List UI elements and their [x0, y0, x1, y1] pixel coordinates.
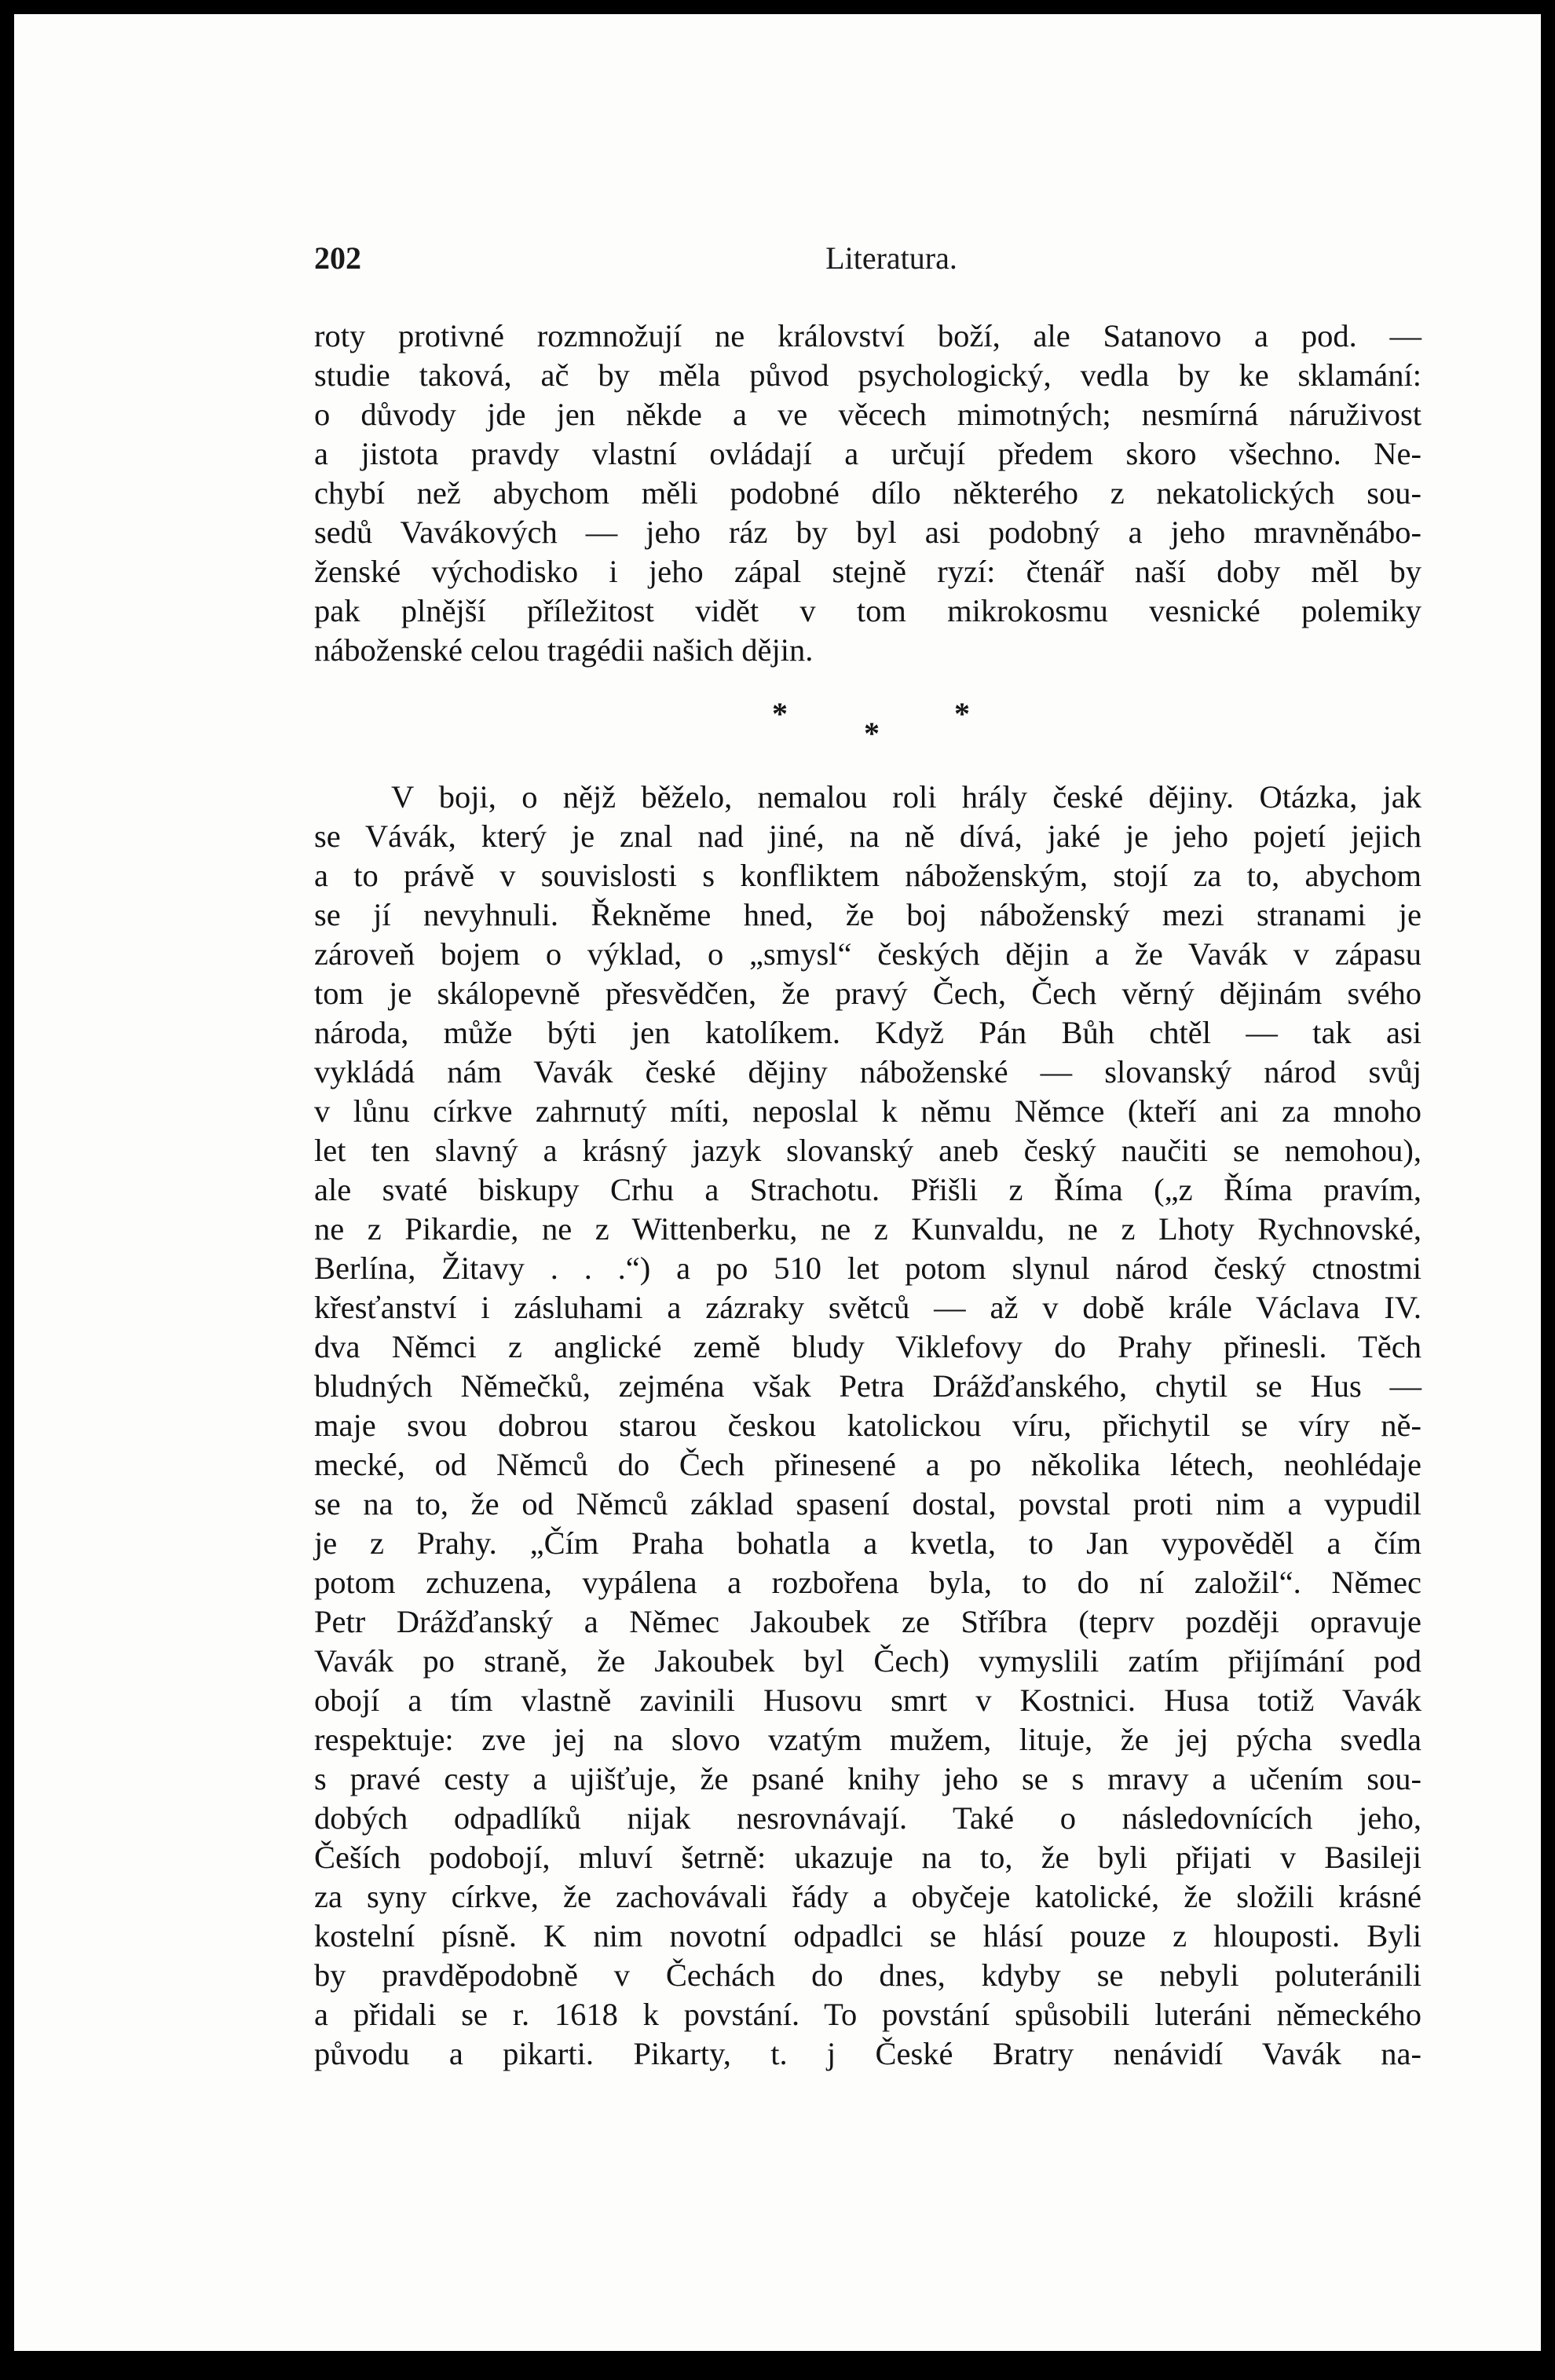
text-line: mecké, od Němců do Čech přinesené a po několika létech, neohlédaje — [314, 1447, 1421, 1482]
text-line: by pravděpodobně v Čechách do dnes, kdyby se nebyli poluteránili — [314, 1957, 1421, 1993]
text-line: Petr Drážďanský a Němec Jakoubek ze Stříbra (teprv později opravuje — [314, 1604, 1421, 1639]
text-line: studie taková, ač by měla původ psychologický, vedla by ke sklamání: — [314, 357, 1421, 393]
text-line: národa, může býti jen katolíkem. Když Pán Bůh chtěl — tak asi — [314, 1015, 1421, 1050]
section-separator — [314, 695, 1421, 751]
text-line: roty protivné rozmnožují ne království boží, ale Satanovo a pod. — — [314, 318, 1421, 353]
text-line: se Vávák, který je znal nad jiné, na ně dívá, jaké je jeho pojetí jejich — [314, 818, 1421, 854]
text-line: let ten slavný a krásný jazyk slovanský aneb český naučiti se nemohou), — [314, 1133, 1421, 1168]
text-line: dobých odpadlíků nijak nesrovnávají. Také o následovnících jeho, — [314, 1800, 1421, 1836]
text-line: zároveň bojem o výklad, o „smysl“ českých dějin a že Vavák v zápasu — [314, 936, 1421, 972]
text-line: ale svaté biskupy Crhu a Strachotu. Přišli z Říma („z Říma pravím, — [314, 1172, 1421, 1207]
text-line: obojí a tím vlastně zavinili Husovu smrt v Kostnici. Husa totiž Vavák — [314, 1682, 1421, 1718]
text-line: pak plnější příležitost vidět v tom mikrokosmu vesnické polemiky — [314, 593, 1421, 628]
text-line: křesťanství i zásluhami a zázraky světců — až v době krále Václava IV. — [314, 1290, 1421, 1325]
text-line: V boji, o nějž běželo, nemalou roli hrály české dějiny. Otázka, jak — [391, 779, 1421, 815]
running-title: Literatura. — [825, 240, 957, 276]
text-line: bludných Němečků, zejména však Petra Drážďanského, chytil se Hus — — [314, 1368, 1421, 1404]
text-line: Berlína, Žitavy . . .“) a po 510 let potom slynul národ český ctnostmi — [314, 1250, 1421, 1286]
text-line: respektuje: zve jej na slovo vzatým mužem, lituje, že jej pýcha svedla — [314, 1722, 1421, 1757]
text-line: sedů Vavákových — jeho ráz by byl asi podobný a jeho mravněnábo- — [314, 514, 1421, 550]
text-line: a to právě v souvislosti s konfliktem náboženským, stojí za to, abychom — [314, 858, 1421, 893]
text-line: v lůnu církve zahrnutý míti, neposlal k němu Němce (kteří ani za mnoho — [314, 1093, 1421, 1129]
text-line: náboženské celou tragédii našich dějin. — [314, 632, 814, 668]
text-line: a jistota pravdy vlastní ovládají a určují předem skoro všechno. Ne- — [314, 436, 1421, 471]
text-line: kostelní písně. K nim novotní odpadlci se hlásí pouze z hlouposti. Byli — [314, 1918, 1421, 1953]
text-line: dva Němci z anglické země bludy Viklefovy do Prahy přinesli. Těch — [314, 1329, 1421, 1364]
text-line: ne z Pikardie, ne z Wittenberku, ne z Kunvaldu, ne z Lhoty Rychnovské, — [314, 1211, 1421, 1247]
text-line: chybí než abychom měli podobné dílo některého z nekatolických sou- — [314, 475, 1421, 511]
text-line: s pravé cesty a ujišťuje, že psané knihy jeho se s mravy a učením sou- — [314, 1761, 1421, 1796]
text-line: původu a pikarti. Pikarty, t. j České Bratry nenávidí Vavák na- — [314, 2036, 1421, 2071]
text-line: je z Prahy. „Čím Praha bohatla a kvetla, to Jan vypověděl a čím — [314, 1525, 1421, 1561]
text-line: se na to, že od Němců základ spasení dostal, povstal proti nim a vypudil — [314, 1486, 1421, 1521]
text-line: vykládá nám Vavák české dějiny náboženské — slovanský národ svůj — [314, 1054, 1421, 1089]
page-header — [314, 240, 1445, 287]
text-line: ženské východisko i jeho zápal stejně ryzí: čtenář naší doby měl by — [314, 554, 1421, 589]
page-number: 202 — [314, 240, 361, 276]
text-line: za syny církve, že zachovávali řády a obyčeje katolické, že složili krásné — [314, 1879, 1421, 1914]
text-line: o důvody jde jen někde a ve věcech mimotných; nesmírná náruživost — [314, 397, 1421, 432]
text-line: a přidali se r. 1618 k povstání. To povstání spůsobili luteráni německého — [314, 1997, 1421, 2032]
asterisk: * — [864, 716, 880, 751]
text-line: Vavák po straně, že Jakoubek byl Čech) vymyslili zatím přijímání pod — [314, 1643, 1421, 1679]
text-line: tom je skálopevně přesvědčen, že pravý Čech, Čech věrný dějinám svého — [314, 976, 1421, 1011]
text-line: potom zchuzena, vypálena a rozbořena byla, to do ní založil“. Němec — [314, 1565, 1421, 1600]
asterisk: * — [954, 696, 970, 731]
text-line: Češích podobojí, mluví šetrně: ukazuje na to, že byli přijati v Basileji — [314, 1840, 1421, 1875]
text-line: maje svou dobrou starou českou katolickou víru, přichytil se víry ně- — [314, 1408, 1421, 1443]
text-line: se jí nevyhnuli. Řekněme hned, že boj náboženský mezi stranami je — [314, 897, 1421, 932]
asterisk: * — [772, 696, 788, 731]
